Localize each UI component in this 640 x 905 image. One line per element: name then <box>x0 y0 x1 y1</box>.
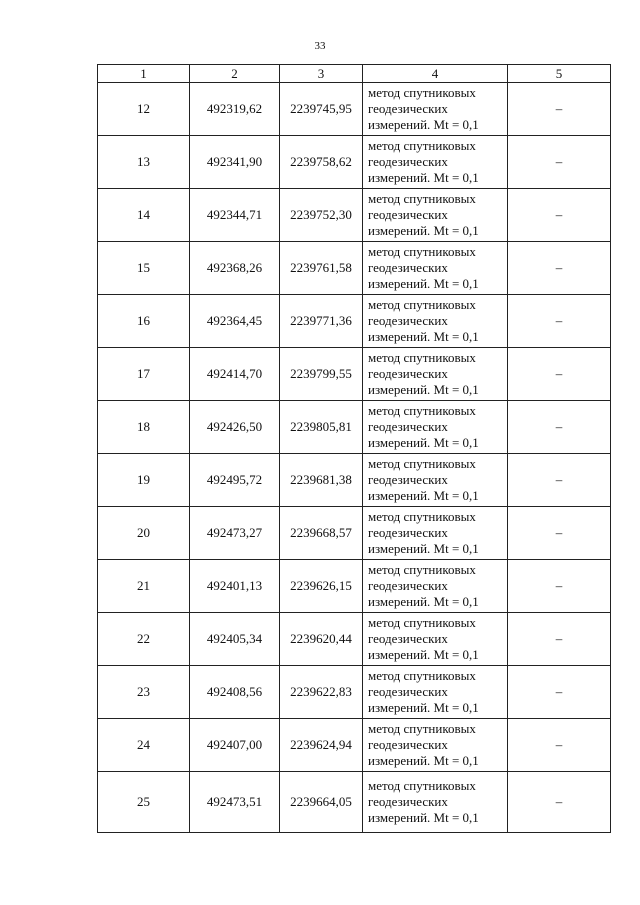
method-text-line: измерений. Mt = 0,1 <box>368 382 479 397</box>
method-cell <box>363 613 508 666</box>
method-text-line: измерений. Mt = 0,1 <box>368 329 479 344</box>
method-text-line: измерений. Mt = 0,1 <box>368 223 479 238</box>
x-coordinate-cell: 492495,72 <box>190 454 280 507</box>
method-text-line: измерений. Mt = 0,1 <box>368 488 479 503</box>
x-coordinate-cell: 492319,62 <box>190 83 280 136</box>
method-text-line: геодезических <box>368 419 448 434</box>
method-text-line: геодезических <box>368 578 448 593</box>
note-cell: – <box>508 666 611 719</box>
method-text-line: геодезических <box>368 684 448 699</box>
method-text-line: геодезических <box>368 472 448 487</box>
table-row <box>98 560 611 613</box>
column-header: 2 <box>190 65 280 83</box>
x-coordinate-cell: 492401,13 <box>190 560 280 613</box>
method-cell <box>363 348 508 401</box>
method-text-line: геодезических <box>368 260 448 275</box>
x-coordinate-cell: 492341,90 <box>190 136 280 189</box>
note-cell: – <box>508 189 611 242</box>
note-cell: – <box>508 136 611 189</box>
method-text-line: метод спутниковых <box>368 562 476 577</box>
table-row <box>98 613 611 666</box>
column-header: 4 <box>363 65 508 83</box>
method-cell <box>363 772 508 833</box>
y-coordinate-cell: 2239761,58 <box>280 242 363 295</box>
method-cell <box>363 507 508 560</box>
table-row <box>98 295 611 348</box>
table-row <box>98 666 611 719</box>
method-text-line: метод спутниковых <box>368 721 476 736</box>
note-cell: – <box>508 507 611 560</box>
page-number: 33 <box>314 40 326 52</box>
x-coordinate-cell: 492473,51 <box>190 772 280 833</box>
method-text-line: измерений. Mt = 0,1 <box>368 700 479 715</box>
table-row <box>98 401 611 454</box>
y-coordinate-cell: 2239620,44 <box>280 613 363 666</box>
method-text-line: метод спутниковых <box>368 509 476 524</box>
method-text-line: измерений. Mt = 0,1 <box>368 435 479 450</box>
method-cell <box>363 666 508 719</box>
point-number-cell: 19 <box>98 454 190 507</box>
method-text-line: геодезических <box>368 525 448 540</box>
point-number-cell: 15 <box>98 242 190 295</box>
y-coordinate-cell: 2239771,36 <box>280 295 363 348</box>
method-cell <box>363 719 508 772</box>
method-text-line: геодезических <box>368 737 448 752</box>
method-text-line: метод спутниковых <box>368 191 476 206</box>
method-text-line: геодезических <box>368 207 448 222</box>
method-text-line: измерений. Mt = 0,1 <box>368 753 479 768</box>
x-coordinate-cell: 492473,27 <box>190 507 280 560</box>
method-text-line: метод спутниковых <box>368 668 476 683</box>
table-row <box>98 454 611 507</box>
note-cell: – <box>508 242 611 295</box>
column-header: 1 <box>98 65 190 83</box>
table-row <box>98 242 611 295</box>
method-text-line: метод спутниковых <box>368 297 476 312</box>
y-coordinate-cell: 2239745,95 <box>280 83 363 136</box>
column-header: 5 <box>508 65 611 83</box>
method-cell <box>363 401 508 454</box>
method-text-line: геодезических <box>368 154 448 169</box>
y-coordinate-cell: 2239622,83 <box>280 666 363 719</box>
x-coordinate-cell: 492364,45 <box>190 295 280 348</box>
point-number-cell: 16 <box>98 295 190 348</box>
method-cell <box>363 242 508 295</box>
method-text-line: измерений. Mt = 0,1 <box>368 810 479 825</box>
y-coordinate-cell: 2239624,94 <box>280 719 363 772</box>
note-cell: – <box>508 613 611 666</box>
point-number-cell: 14 <box>98 189 190 242</box>
x-coordinate-cell: 492426,50 <box>190 401 280 454</box>
method-text-line: метод спутниковых <box>368 403 476 418</box>
point-number-cell: 21 <box>98 560 190 613</box>
point-number-cell: 22 <box>98 613 190 666</box>
method-text-line: измерений. Mt = 0,1 <box>368 541 479 556</box>
y-coordinate-cell: 2239668,57 <box>280 507 363 560</box>
method-text-line: измерений. Mt = 0,1 <box>368 170 479 185</box>
method-text-line: метод спутниковых <box>368 615 476 630</box>
method-text-line: геодезических <box>368 366 448 381</box>
x-coordinate-cell: 492405,34 <box>190 613 280 666</box>
method-text-line: геодезических <box>368 631 448 646</box>
method-cell <box>363 189 508 242</box>
method-text-line: геодезических <box>368 794 448 809</box>
method-text-line: измерений. Mt = 0,1 <box>368 276 479 291</box>
table-row <box>98 189 611 242</box>
point-number-cell: 13 <box>98 136 190 189</box>
table-row <box>98 136 611 189</box>
method-text-line: геодезических <box>368 313 448 328</box>
point-number-cell: 17 <box>98 348 190 401</box>
note-cell: – <box>508 348 611 401</box>
method-text-line: измерений. Mt = 0,1 <box>368 117 479 132</box>
y-coordinate-cell: 2239758,62 <box>280 136 363 189</box>
method-text-line: метод спутниковых <box>368 456 476 471</box>
y-coordinate-cell: 2239681,38 <box>280 454 363 507</box>
method-text-line: метод спутниковых <box>368 778 476 793</box>
method-text-line: метод спутниковых <box>368 350 476 365</box>
table-row <box>98 719 611 772</box>
note-cell: – <box>508 401 611 454</box>
x-coordinate-cell: 492344,71 <box>190 189 280 242</box>
method-cell <box>363 83 508 136</box>
method-text-line: измерений. Mt = 0,1 <box>368 647 479 662</box>
method-cell <box>363 454 508 507</box>
point-number-cell: 24 <box>98 719 190 772</box>
method-cell <box>363 295 508 348</box>
x-coordinate-cell: 492408,56 <box>190 666 280 719</box>
note-cell: – <box>508 454 611 507</box>
column-header: 3 <box>280 65 363 83</box>
point-number-cell: 25 <box>98 772 190 833</box>
y-coordinate-cell: 2239626,15 <box>280 560 363 613</box>
note-cell: – <box>508 560 611 613</box>
method-text-line: измерений. Mt = 0,1 <box>368 594 479 609</box>
point-number-cell: 23 <box>98 666 190 719</box>
table-row <box>98 83 611 136</box>
point-number-cell: 12 <box>98 83 190 136</box>
y-coordinate-cell: 2239752,30 <box>280 189 363 242</box>
note-cell: – <box>508 83 611 136</box>
coordinates-table <box>97 64 611 833</box>
method-text-line: метод спутниковых <box>368 138 476 153</box>
point-number-cell: 18 <box>98 401 190 454</box>
table-header-row <box>98 65 611 83</box>
x-coordinate-cell: 492368,26 <box>190 242 280 295</box>
table-row <box>98 348 611 401</box>
x-coordinate-cell: 492414,70 <box>190 348 280 401</box>
method-cell <box>363 136 508 189</box>
note-cell: – <box>508 295 611 348</box>
method-text-line: метод спутниковых <box>368 85 476 100</box>
y-coordinate-cell: 2239664,05 <box>280 772 363 833</box>
table-row <box>98 772 611 833</box>
table-row <box>98 507 611 560</box>
point-number-cell: 20 <box>98 507 190 560</box>
note-cell: – <box>508 772 611 833</box>
x-coordinate-cell: 492407,00 <box>190 719 280 772</box>
note-cell: – <box>508 719 611 772</box>
method-cell <box>363 560 508 613</box>
method-text-line: геодезических <box>368 101 448 116</box>
method-text-line: метод спутниковых <box>368 244 476 259</box>
y-coordinate-cell: 2239799,55 <box>280 348 363 401</box>
y-coordinate-cell: 2239805,81 <box>280 401 363 454</box>
